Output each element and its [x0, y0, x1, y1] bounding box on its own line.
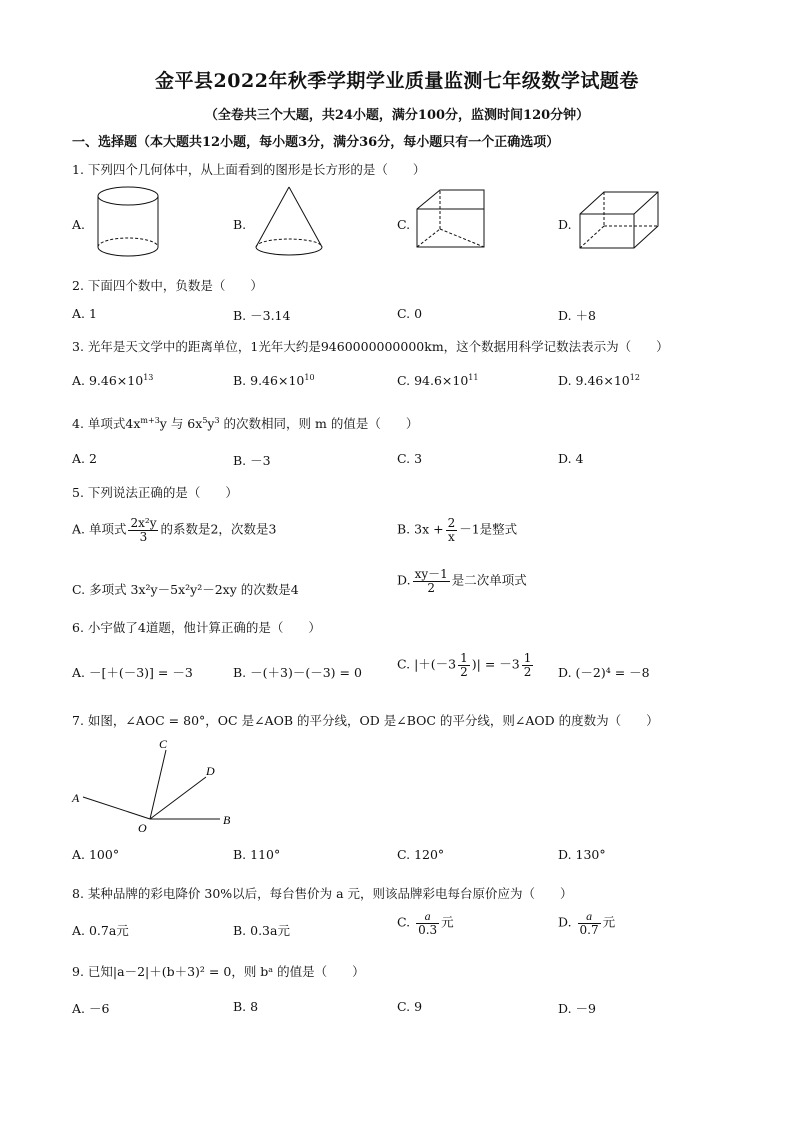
q7-option-b: B. 110°: [233, 847, 281, 862]
q6-option-a: A. －[＋(－3)] = －3: [72, 665, 193, 680]
q3-option-c: C. $94.6\times 10^{11}$: [397, 373, 479, 389]
q1-option-b: B.: [233, 217, 247, 232]
triangular-prism-figure: [414, 187, 494, 262]
question-1-stem: 1. 下列四个几何体中，从上面看到的图形是长方形的是（ ）: [72, 162, 426, 177]
q7-option-d: D. 130°: [558, 847, 606, 862]
question-5-stem: 5. 下列说法正确的是（ ）: [72, 485, 238, 500]
q9-option-b: B. 8: [233, 999, 259, 1014]
q4-option-b: B. －3: [233, 453, 271, 468]
q2-option-a: A. 1: [72, 306, 97, 321]
question-6-stem: 6. 小宇做了4道题，他计算正确的是（ ）: [72, 620, 321, 635]
question-8-stem: 8. 某种品牌的彩电降价 30%以后，每台售价为 a 元，则该品牌彩电每台原价应为（ ）: [72, 886, 573, 901]
q8-option-c: C. $\frac{a}{0.3}$ 元: [397, 909, 454, 937]
question-4-stem: 4. 单项式$4x^{m+3}y$ 与 $6x^5y^3$ 的次数相同，则 m 的值是（ ）: [72, 415, 419, 431]
question-2-stem: 2. 下面四个数中，负数是（ ）: [72, 278, 263, 293]
section-heading: 一、选择题（本大题共12小题，每小题3分，满分36分，每小题只有一个正确选项）: [72, 135, 560, 150]
question-7-stem: 7. 如图，∠AOC = 80°，OC 是∠AOB 的平分线，OD 是∠BOC 的平分线，则∠AOD 的度数为（ ）: [72, 713, 659, 728]
q1-option-a: A.: [72, 217, 86, 232]
cuboid-figure: [578, 190, 663, 255]
q7-option-c: C. 120°: [397, 847, 445, 862]
cylinder-figure: [90, 185, 170, 260]
q8-option-a: A. 0.7a元: [72, 923, 129, 938]
question-9-stem: 9. 已知|a－2|＋(b＋3)² = 0，则 bᵃ 的值是（ ）: [72, 964, 365, 979]
label-o: O: [138, 821, 147, 835]
q9-option-a: A. －6: [72, 1001, 110, 1016]
question-3-stem: 3. 光年是天文学中的距离单位，1光年大约是9460000000000km，这个数据用科学记数法表示为（ ）: [72, 339, 669, 354]
q2-option-c: C. 0: [397, 306, 423, 321]
q6-option-d: D. (－2)⁴ = －8: [558, 665, 650, 680]
q4-option-c: C. 3: [397, 451, 423, 466]
q3-option-a: A. $9.46\times 10^{13}$: [72, 373, 154, 389]
q9-option-c: C. 9: [397, 999, 423, 1014]
q3-option-b: B. $9.46\times 10^{10}$: [233, 373, 315, 389]
page-subtitle: （全卷共三个大题，共24小题，满分100分，监测时间120分钟）: [204, 108, 590, 123]
q7-option-a: A. 100°: [72, 847, 120, 862]
angle-figure: [66, 735, 246, 835]
q5-option-c: C. 多项式 3x²y－5x²y²－2xy 的次数是4: [72, 582, 299, 597]
label-c: C: [159, 737, 168, 751]
q1-option-c: C.: [397, 217, 411, 232]
q4-option-d: D. 4: [558, 451, 584, 466]
q6-option-c: C. |＋(－3 $\frac{1}{2}$ )| = －3 $\frac{1}{2}$: [397, 651, 532, 679]
cone-figure: [252, 185, 332, 260]
page-title: 金平县2022年秋季学期学业质量监测七年级数学试题卷: [155, 70, 639, 92]
q5-option-d: D. $\frac{xy-1}{2}$ 是二次单项式: [397, 567, 527, 595]
label-b: B: [223, 813, 231, 827]
q4-option-a: A. 2: [72, 451, 97, 466]
q3-option-d: D. $9.46\times 10^{12}$: [558, 373, 640, 389]
q2-option-d: D. ＋8: [558, 308, 596, 323]
q2-option-b: B. －3.14: [233, 308, 291, 323]
q8-option-d: D. $\frac{a}{0.7}$ 元: [558, 909, 616, 937]
q8-option-b: B. 0.3a元: [233, 923, 290, 938]
q6-option-b: B. －(＋3)－(－3) = 0: [233, 665, 362, 680]
q1-option-d: D.: [558, 217, 572, 232]
q5-option-b: B. 3x + $\frac{2}{x}$ －1是整式: [397, 516, 518, 544]
label-d: D: [206, 764, 215, 778]
q5-option-a: A. 单项式 $\frac{\text{2x²y}}{3}$ 的系数是2，次数是3: [72, 516, 277, 544]
label-a: A: [72, 791, 80, 805]
q9-option-d: D. －9: [558, 1001, 596, 1016]
